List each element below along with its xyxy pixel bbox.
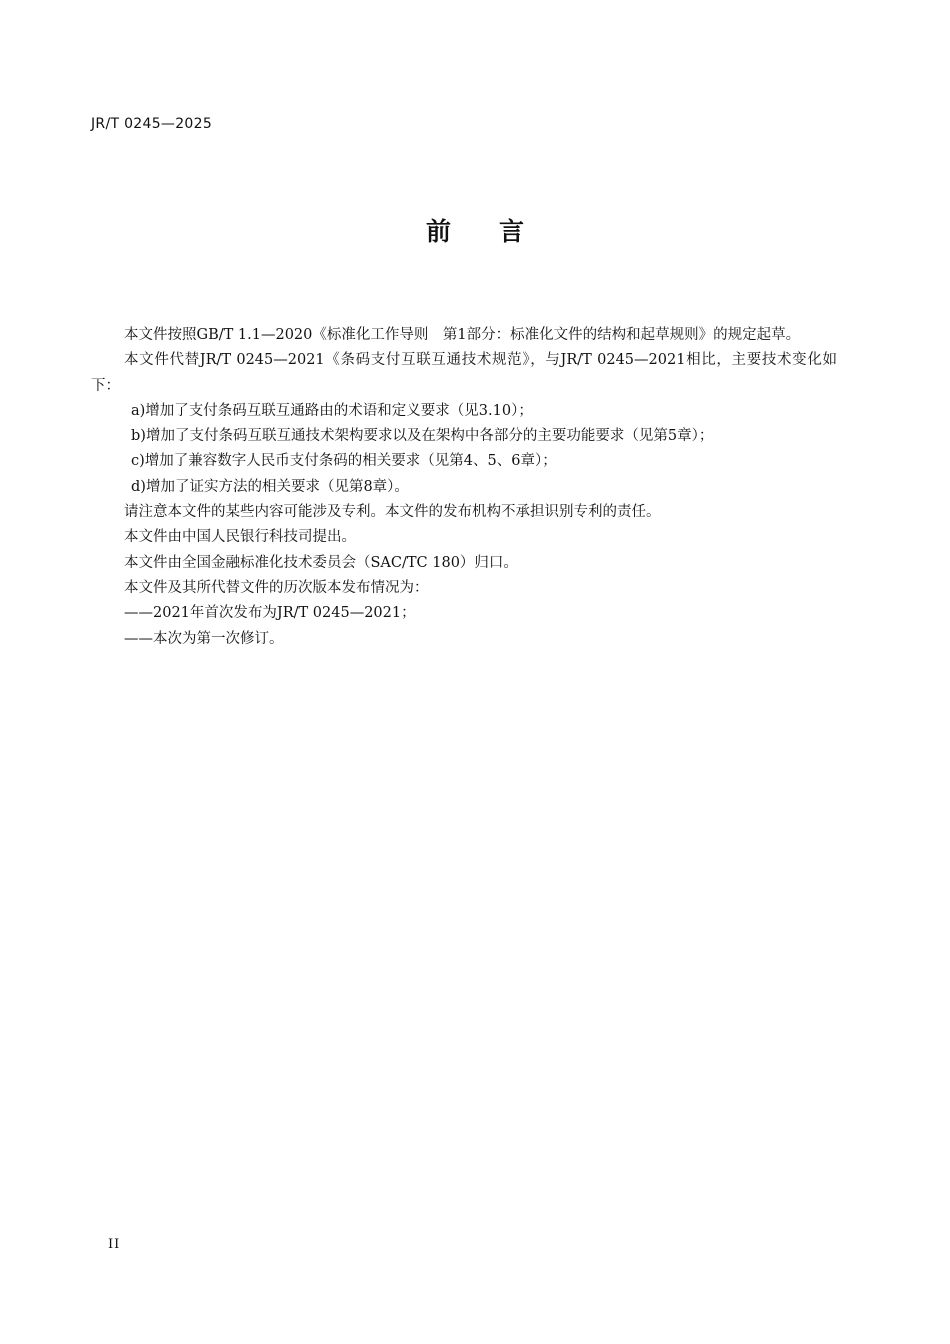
- page-number: II: [108, 1237, 121, 1252]
- history-item: ——本次为第一次修订。: [124, 630, 284, 647]
- paragraph-committee: 本文件由全国金融标准化技术委员会（SAC/TC 180）归口。: [124, 554, 518, 571]
- list-item: b)增加了支付条码互联互通技术架构要求以及在架构中各部分的主要功能要求（见第5章）；: [131, 428, 714, 445]
- history-item: ——2021年首次发布为JR/T 0245—2021；: [124, 605, 416, 622]
- page-title: 前言: [425, 217, 572, 246]
- foreword-body: [91, 323, 837, 652]
- paragraph-proposer: 本文件由中国人民银行科技司提出。: [124, 529, 356, 546]
- paragraph-patent-notice: 请注意本文件的某些内容可能涉及专利。本文件的发布机构不承担识别专利的责任。: [124, 504, 661, 521]
- list-item: d)增加了证实方法的相关要求（见第8章）。: [131, 478, 409, 495]
- paragraph-replacement: 本文件代替JR/T 0245—2021《条码支付互联互通技术规范》，与JR/T 0245—2021相比，主要技术变化如下：: [91, 352, 837, 394]
- paragraph-drafting-rules: 本文件按照GB/T 1.1—2020《标准化工作导则 第1部分：标准化文件的结构和起草规则》的规定起草。: [124, 327, 801, 343]
- paragraph-history: 本文件及其所代替文件的历次版本发布情况为：: [124, 579, 429, 596]
- list-item: c)增加了兼容数字人民币支付条码的相关要求（见第4、5、6章）；: [131, 453, 557, 470]
- document-code: JR/T 0245—2025: [91, 116, 213, 132]
- list-item: a)增加了支付条码互联互通路由的术语和定义要求（见3.10）；: [131, 402, 533, 419]
